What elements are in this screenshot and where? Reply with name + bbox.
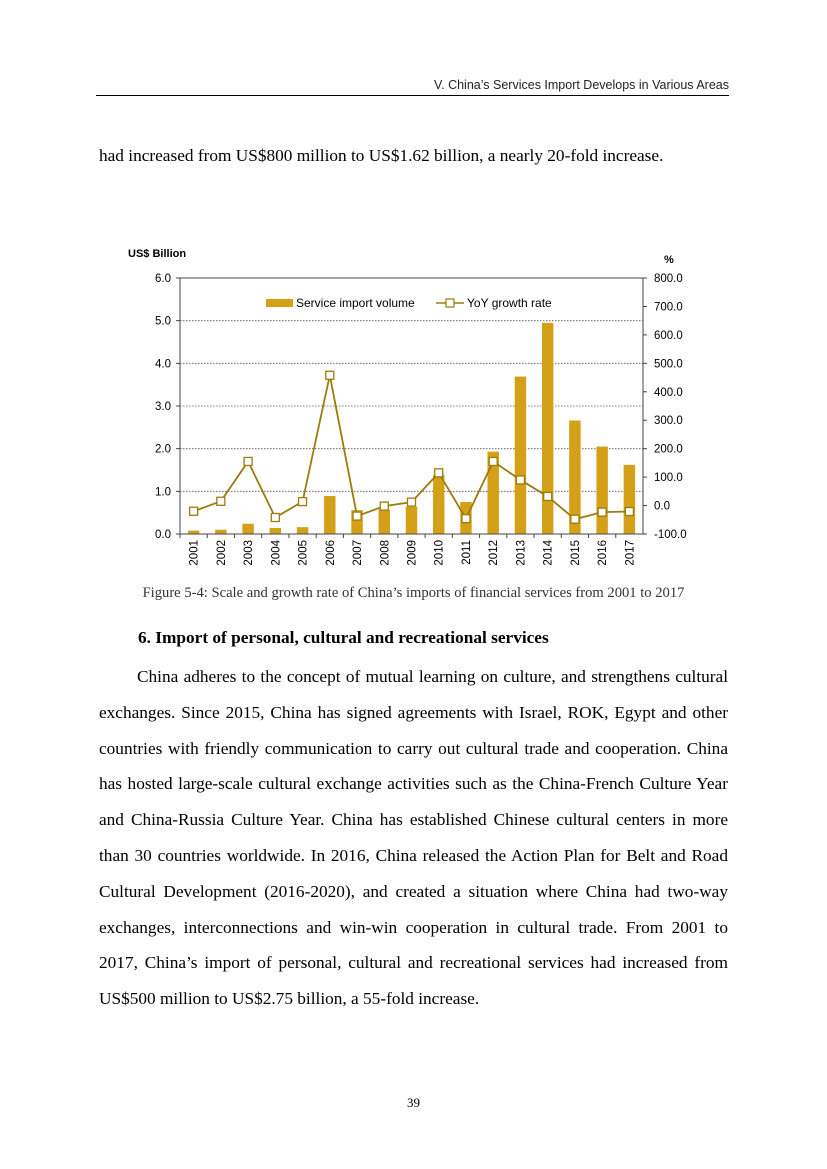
growth-marker-2012 <box>489 457 497 465</box>
y-axis-left-label: US$ Billion <box>128 248 187 260</box>
right-tick-label: 800.0 <box>654 273 683 285</box>
bar-2017 <box>624 465 635 534</box>
bar-2004 <box>270 528 281 534</box>
x-tick-label-2012: 2012 <box>488 540 501 566</box>
left-tick-label: 5.0 <box>155 315 171 328</box>
growth-marker-2017 <box>625 508 633 516</box>
chart-line <box>190 371 634 523</box>
growth-marker-2003 <box>244 457 252 465</box>
x-tick-label-2005: 2005 <box>297 540 310 566</box>
growth-marker-2015 <box>571 515 579 523</box>
chart-legend <box>266 296 552 310</box>
section-heading: 6. Import of personal, cultural and recreational services <box>138 628 549 647</box>
x-tick-label-2015: 2015 <box>569 540 582 566</box>
x-tick-label-2011: 2011 <box>460 540 473 565</box>
bar-2013 <box>515 377 526 534</box>
growth-marker-2005 <box>299 498 307 506</box>
left-tick-label: 0.0 <box>155 529 171 541</box>
x-tick-label-2001: 2001 <box>188 540 201 566</box>
growth-marker-2014 <box>544 492 552 500</box>
right-tick-label: 300.0 <box>654 415 683 428</box>
x-tick-label-2004: 2004 <box>270 540 283 566</box>
x-tick-label-2003: 2003 <box>243 540 256 566</box>
growth-marker-2011 <box>462 515 470 523</box>
right-tick-label: 0.0 <box>654 500 670 513</box>
growth-marker-2008 <box>380 502 388 510</box>
growth-marker-2006 <box>326 371 334 379</box>
running-header: V. China’s Services Import Develops in Various Areas <box>433 78 729 92</box>
growth-marker-2009 <box>408 498 416 506</box>
x-tick-label-2013: 2013 <box>515 540 528 566</box>
bar-2005 <box>297 527 308 534</box>
bar-2001 <box>188 531 199 534</box>
x-tick-label-2008: 2008 <box>379 540 392 566</box>
figure-chart <box>0 0 827 580</box>
bar-2016 <box>596 447 607 534</box>
bar-2002 <box>215 530 226 534</box>
x-tick-label-2017: 2017 <box>624 540 637 566</box>
left-tick-label: 1.0 <box>155 486 171 499</box>
legend-label-bar: Service import volume <box>296 296 415 310</box>
bar-2008 <box>379 510 390 534</box>
growth-marker-2004 <box>271 514 279 522</box>
bar-2014 <box>542 323 553 534</box>
y-axis-right-label: % <box>664 254 674 266</box>
x-tick-label-2006: 2006 <box>324 540 337 566</box>
growth-marker-2010 <box>435 469 443 477</box>
growth-marker-2013 <box>516 476 524 484</box>
right-tick-label: -100.0 <box>654 529 687 541</box>
bar-2003 <box>242 524 253 534</box>
right-tick-label: 100.0 <box>654 472 683 485</box>
x-tick-label-2016: 2016 <box>597 540 610 566</box>
bar-2010 <box>433 475 444 534</box>
right-tick-label: 400.0 <box>654 386 683 399</box>
left-tick-label: 4.0 <box>155 358 171 371</box>
growth-marker-2001 <box>190 507 198 515</box>
right-tick-label: 500.0 <box>654 358 683 371</box>
right-tick-label: 700.0 <box>654 301 683 314</box>
right-tick-label: 600.0 <box>654 329 683 342</box>
paragraph-intro: had increased from US$800 million to US$1.62 billion, a nearly 20-fold increase. <box>99 146 664 165</box>
paragraph-body: China adheres to the concept of mutual learning on culture, and strengthens cultural exchanges. Since 2015, China has signed agreements with Israel, ROK, Egypt and other countries with friendly communication to carry out cultural trade and cooperation. China has hosted large-scale cultural exchange activities such as the China-French Culture Year and China-Russia Culture Year. China has established Chinese cultural centers in more than 30 countries worldwide. In 2016, China released the Action Plan for Belt and Road Cultural Development (2016-2020), and created a situation where China had two-way exchanges, interconnections and win-win cooperation in cultural trade. From 2001 to 2017, China’s import of personal, cultural and recreational services had increased from US$500 million to US$2.75 billion, a 55-fold increase. <box>99 667 728 1009</box>
legend-swatch-marker <box>446 299 454 307</box>
right-tick-label: 200.0 <box>654 443 683 456</box>
left-tick-label: 2.0 <box>155 443 171 456</box>
bar-2006 <box>324 496 335 534</box>
x-tick-label-2014: 2014 <box>542 540 555 566</box>
x-tick-label-2009: 2009 <box>406 540 419 566</box>
x-tick-label-2002: 2002 <box>215 540 228 566</box>
growth-marker-2016 <box>598 508 606 516</box>
left-tick-label: 6.0 <box>155 273 171 285</box>
page-number: 39 <box>407 1095 420 1110</box>
figure-caption: Figure 5-4: Scale and growth rate of China’s imports of financial services from 2001 to 2017 <box>142 585 685 601</box>
legend-swatch-bar <box>266 299 293 307</box>
x-tick-label-2010: 2010 <box>433 540 446 566</box>
left-tick-label: 3.0 <box>155 401 171 413</box>
x-tick-label-2007: 2007 <box>352 540 365 566</box>
growth-marker-2007 <box>353 512 361 520</box>
growth-marker-2002 <box>217 497 225 505</box>
bar-2009 <box>406 507 417 534</box>
legend-label-line: YoY growth rate <box>467 296 552 310</box>
